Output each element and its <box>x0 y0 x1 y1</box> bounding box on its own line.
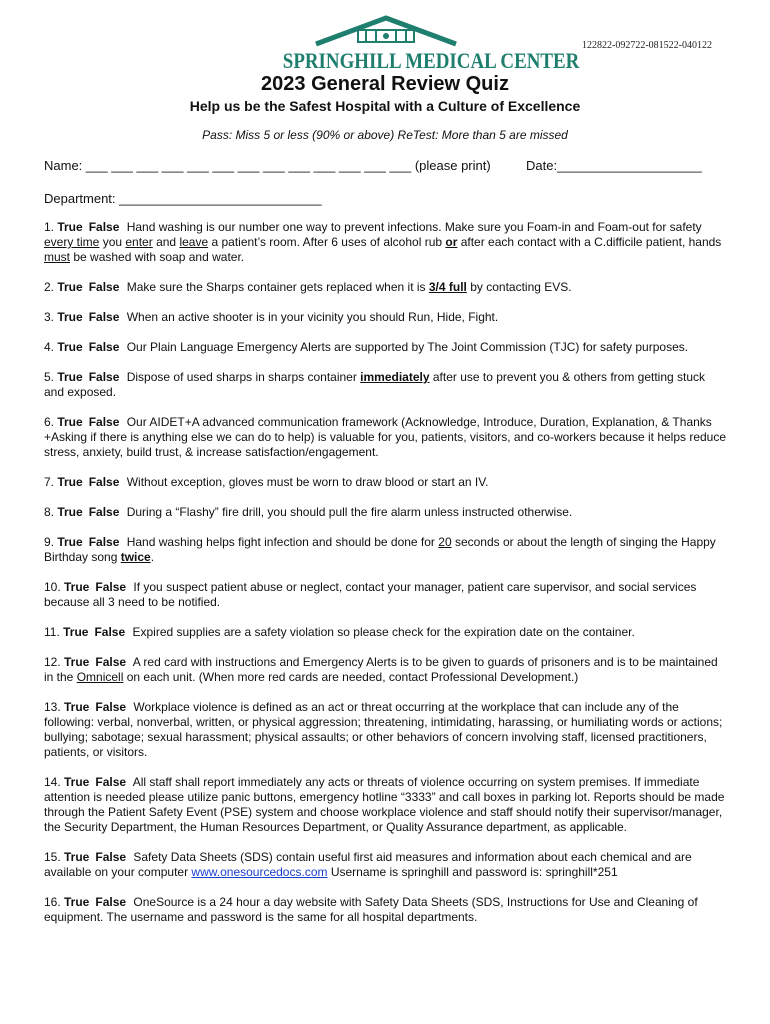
question-text: seconds or about the length of singing the Happy Birthday song <box>44 535 716 564</box>
question-item <box>44 580 728 610</box>
hospital-logo <box>266 12 580 74</box>
question-item <box>44 475 728 490</box>
true-option[interactable]: True <box>57 415 83 429</box>
false-option[interactable]: False <box>88 340 120 354</box>
question-text: a patient’s room. After 6 uses of alcohol rub <box>208 235 446 249</box>
false-option[interactable]: False <box>95 580 127 594</box>
question-text: OneSource is a 24 hour a day website with Safety Data Sheets (SDS, Instructions for Use and Cleaning of equipment. The username and password is the same for all hospital departments. <box>44 895 698 924</box>
question-text: Without exception, gloves must be worn to draw blood or start an IV. <box>123 475 489 489</box>
true-option[interactable]: True <box>64 850 90 864</box>
false-option[interactable]: False <box>95 775 127 789</box>
false-option[interactable]: False <box>88 505 120 519</box>
question-number: 7. <box>44 475 58 489</box>
false-option[interactable]: False <box>88 280 120 294</box>
question-number: 16. <box>44 895 65 909</box>
false-option[interactable]: False <box>88 310 120 324</box>
question-number: 4. <box>44 340 58 354</box>
true-option[interactable]: True <box>57 340 83 354</box>
false-option[interactable]: False <box>95 895 127 909</box>
false-option[interactable]: False <box>88 415 120 429</box>
false-option[interactable]: False <box>95 850 127 864</box>
onesource-link[interactable]: www.onesourcedocs.com <box>191 865 328 879</box>
question-item <box>44 655 728 685</box>
true-option[interactable]: True <box>57 505 83 519</box>
question-item <box>44 850 728 880</box>
question-text: Make sure the Sharps container gets replaced when it is <box>123 280 429 294</box>
question-text: enter <box>125 235 153 249</box>
question-text: you <box>99 235 126 249</box>
true-option[interactable]: True <box>57 280 83 294</box>
question-item <box>44 220 728 265</box>
question-number: 10. <box>44 580 65 594</box>
question-text: Workplace violence is defined as an act or threat occurring at the workplace that can include any of the following: verbal, nonverbal, written, or physical aggression; threatening, intimidating, harassing, or humiliating words or actions; bullying; sabotage; sexual harassment; physical assaults; or other behaviors of concern involving staff, licensed practitioners, patients, or visitors. <box>44 700 723 759</box>
page-subtitle: Help us be the Safest Hospital with a Culture of Excellence <box>189 98 581 114</box>
question-item <box>44 415 728 460</box>
question-number: 8. <box>44 505 58 519</box>
question-text: after use to prevent you & others from getting stuck and exposed. <box>44 370 706 399</box>
question-text: by contacting EVS. <box>466 280 572 294</box>
question-text: If you suspect patient abuse or neglect, contact your manager, patient care supervisor, and social services because all 3 need to be notified. <box>44 580 697 609</box>
question-number: 9. <box>44 535 58 549</box>
question-item <box>44 280 728 295</box>
true-option[interactable]: True <box>64 895 90 909</box>
question-number: 5. <box>44 370 58 384</box>
document-id: 122822-092722-081522-040122 <box>582 40 712 51</box>
true-option[interactable]: True <box>57 535 83 549</box>
question-number: 6. <box>44 415 58 429</box>
question-text: 3/4 full <box>428 280 467 294</box>
question-text: leave <box>179 235 209 249</box>
question-number: 15. <box>44 850 65 864</box>
true-option[interactable]: True <box>57 370 83 384</box>
true-option[interactable]: True <box>63 625 89 639</box>
true-option[interactable]: True <box>57 475 83 489</box>
question-item <box>44 775 728 835</box>
building-roof-icon <box>266 12 506 52</box>
true-option[interactable]: True <box>57 310 83 324</box>
false-option[interactable]: False <box>88 535 120 549</box>
question-text: 20 <box>438 535 452 549</box>
false-option[interactable]: False <box>88 220 120 234</box>
question-number: 1. <box>44 220 58 234</box>
question-number: 13. <box>44 700 65 714</box>
question-item <box>44 625 728 640</box>
true-option[interactable]: True <box>64 580 90 594</box>
question-text: Safety Data Sheets (SDS) contain useful first aid measures and information about each chemical and are available on your computer <box>44 850 692 879</box>
date-field[interactable]: Date:____________________ <box>526 158 702 173</box>
question-text: be washed with soap and water. <box>70 250 245 264</box>
logo-wordmark: SPRINGHILL MEDICAL CENTER <box>282 48 580 73</box>
true-option[interactable]: True <box>64 775 90 789</box>
department-field[interactable]: Department: ____________________________ <box>44 191 322 206</box>
question-text: . <box>150 550 155 564</box>
question-item <box>44 895 728 925</box>
question-number: 14. <box>44 775 65 789</box>
question-text: immediately <box>360 370 430 384</box>
page-title: 2023 General Review Quiz <box>261 73 509 95</box>
false-option[interactable]: False <box>88 370 120 384</box>
true-option[interactable]: True <box>64 700 90 714</box>
false-option[interactable]: False <box>94 625 126 639</box>
question-number: 3. <box>44 310 58 324</box>
question-text: All staff shall report immediately any acts or threats of violence occurring on system premises. If immediate attention is needed please utilize panic buttons, emergency hotline “3333” and call boxes in parking lot. Reports should be made through the Patient Safety Event (PSE) system and choose workplace violence and staff should notify their supervisor/manager, the Security Department, the Human Resources Department, or Quality Assurance department, as applicable. <box>44 775 725 834</box>
question-text: Expired supplies are a safety violation so please check for the expiration date on the container. <box>129 625 635 639</box>
question-text: or <box>445 235 458 249</box>
question-text: Omnicell <box>76 670 124 684</box>
question-item <box>44 310 728 325</box>
question-item <box>44 340 728 355</box>
question-text: after each contact with a C.difficile patient, hands <box>457 235 722 249</box>
question-text: Dispose of used sharps in sharps container <box>123 370 361 384</box>
question-item <box>44 505 728 520</box>
question-text: every time <box>44 235 100 249</box>
question-number: 12. <box>44 655 65 669</box>
question-item <box>44 535 728 565</box>
question-text: twice <box>120 550 151 564</box>
question-item <box>44 700 728 760</box>
true-option[interactable]: True <box>57 220 83 234</box>
question-text: Hand washing is our number one way to prevent infections. Make sure you Foam-in and Foam-out for safety <box>123 220 702 234</box>
name-field[interactable]: Name: ___ ___ ___ ___ ___ ___ ___ ___ ___ ___ ___ ___ ___ (please print) <box>44 158 491 173</box>
question-text: and <box>152 235 180 249</box>
question-list <box>44 220 728 940</box>
question-text: When an active shooter is in your vicinity you should Run, Hide, Fight. <box>123 310 499 324</box>
question-text: Hand washing helps fight infection and should be done for <box>123 535 439 549</box>
question-text: must <box>44 250 71 264</box>
question-text: Our Plain Language Emergency Alerts are supported by The Joint Commission (TJC) for safety purposes. <box>123 340 689 354</box>
question-text: Username is springhill and password is: springhill*251 <box>327 865 618 879</box>
question-text: on each unit. (When more red cards are needed, contact Professional Development.) <box>123 670 579 684</box>
question-number: 11. <box>44 625 64 639</box>
question-text: A red card with instructions and Emergency Alerts is to be given to guards of prisoners and is to be maintained in the <box>44 655 718 684</box>
false-option[interactable]: False <box>88 475 120 489</box>
question-text: During a “Flashy” fire drill, you should pull the fire alarm unless instructed otherwise. <box>123 505 573 519</box>
question-item <box>44 370 728 400</box>
pass-criteria: Pass: Miss 5 or less (90% or above) ReTest: More than 5 are missed <box>202 128 568 142</box>
false-option[interactable]: False <box>95 700 127 714</box>
question-text: Our AIDET+A advanced communication framework (Acknowledge, Introduce, Duration, Explanation, & Thanks +Asking if there is anything else we can do to help) is valuable for you, patients, visitors, and co-workers because it helps reduce stress, anxiety, build trust, & increase satisfaction/engagement. <box>44 415 727 459</box>
true-option[interactable]: True <box>64 655 90 669</box>
question-number: 2. <box>44 280 58 294</box>
false-option[interactable]: False <box>95 655 127 669</box>
